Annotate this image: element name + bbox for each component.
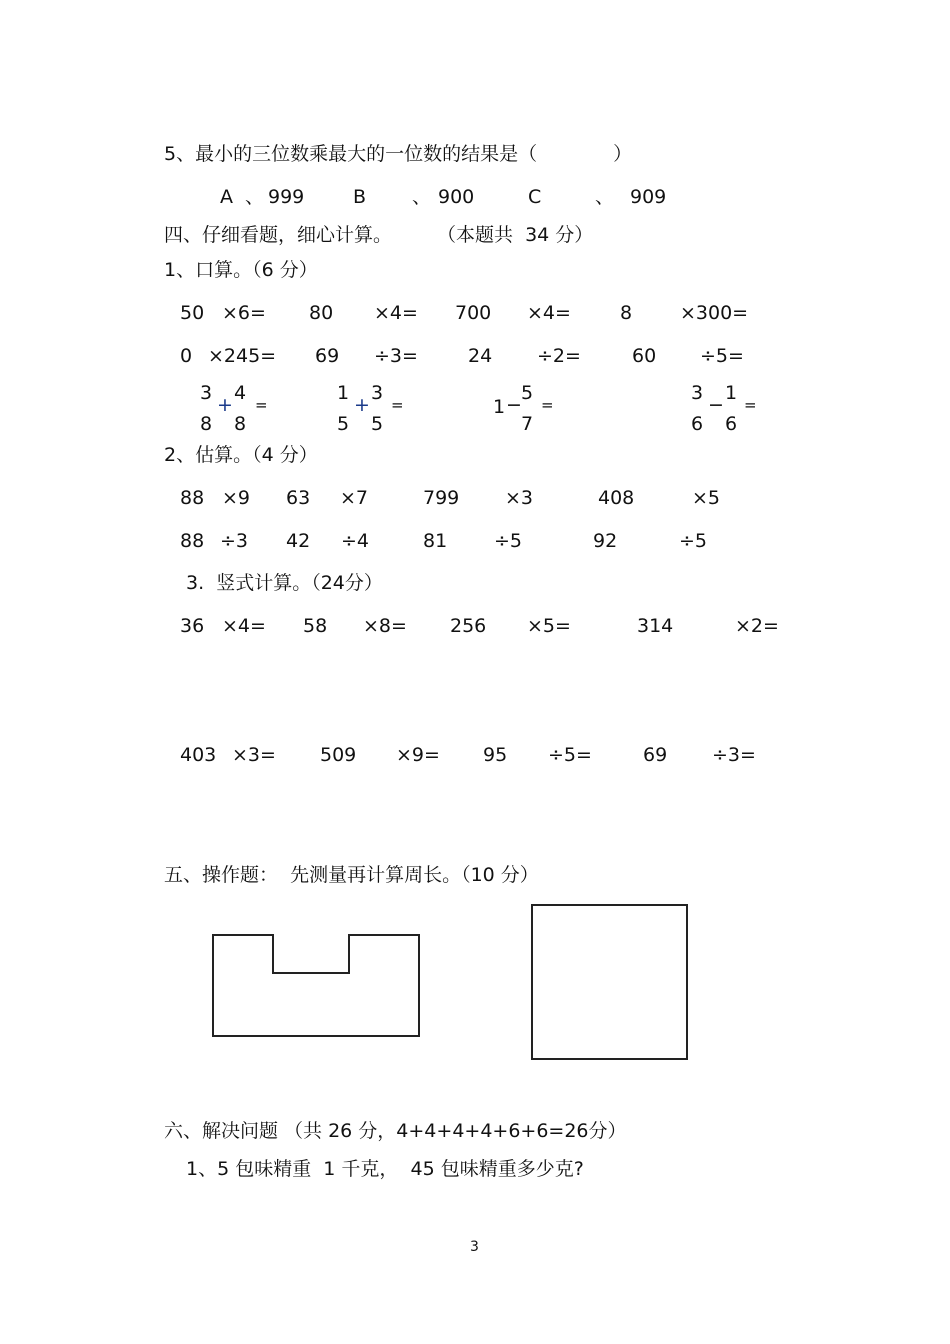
vertical-r2-operator: ×3= (232, 744, 276, 766)
oral-r1-operator: ×4= (374, 302, 418, 324)
q5-option-b-sep: 、 (412, 186, 432, 208)
fraction: 5 7 (520, 382, 534, 435)
estimate-r1-operand: 88 (180, 487, 205, 509)
equals-sign: = (744, 396, 757, 414)
section4-score: （本题共 34 分） (437, 224, 594, 246)
fraction: 1 5 (336, 382, 350, 435)
minus-sign: − (506, 394, 522, 416)
oral-r1-operand: 80 (309, 302, 334, 324)
q5-option-a-letter: A (220, 186, 233, 208)
oral-r1-operator: ×4= (527, 302, 571, 324)
whole-number: 1 (493, 396, 506, 418)
estimate-r1-operator: ×9 (222, 487, 251, 509)
minus-sign: − (708, 394, 724, 416)
fraction: 3 8 (199, 382, 213, 435)
vertical-r1-operand: 58 (303, 615, 328, 637)
oral-r2-operator: ÷3= (374, 345, 418, 367)
oral-calc-title: 1、口算。（6 分） (164, 259, 318, 281)
estimate-r2-operand: 92 (593, 530, 618, 552)
page-number: 3 (470, 1239, 479, 1255)
vertical-r1-operand: 256 (450, 615, 487, 637)
square-shape (532, 905, 687, 1059)
plus-sign: + (354, 394, 370, 416)
oral-r1-operand: 50 (180, 302, 205, 324)
oral-r2-operand: 60 (632, 345, 657, 367)
vertical-r1-operator: ×8= (363, 615, 407, 637)
vertical-r2-operand: 95 (483, 744, 508, 766)
estimate-r2-operator: ÷4 (341, 530, 370, 552)
q5-option-c-letter: C (528, 186, 542, 208)
oral-r2-operator: ÷2= (537, 345, 581, 367)
estimate-r2-operand: 88 (180, 530, 205, 552)
vertical-r2-operand: 509 (320, 744, 357, 766)
fraction: 1 6 (724, 382, 738, 435)
oral-r2-operand: 69 (315, 345, 340, 367)
oral-r2-operator: ÷5= (700, 345, 744, 367)
estimate-r1-operand: 63 (286, 487, 311, 509)
estimate-r1-operator: ×5 (692, 487, 721, 509)
equals-sign: = (391, 396, 404, 414)
section6-title: 六、解决问题 （共 26 分，4+4+4+4+6+6=26分） (164, 1120, 627, 1142)
q5-option-b-value: 900 (438, 186, 475, 208)
problem-1-text: 1、5 包味精重 1 千克， 45 包味精重多少克? (186, 1158, 584, 1180)
oral-r1-operand: 8 (620, 302, 633, 324)
estimate-r2-operator: ÷5 (494, 530, 523, 552)
estimate-r2-operand: 42 (286, 530, 311, 552)
estimate-r1-operand: 408 (598, 487, 635, 509)
vertical-r1-operator: ×4= (222, 615, 266, 637)
vertical-r2-operand: 69 (643, 744, 668, 766)
q5-question: 5、最小的三位数乘最大的一位数的结果是（ ） (164, 143, 633, 165)
vertical-r1-operator: ×2= (735, 615, 779, 637)
q5-option-b-letter: B (353, 186, 367, 208)
oral-r1-operator: ×300= (680, 302, 749, 324)
estimate-r1-operator: ×7 (340, 487, 369, 509)
fraction: 4 8 (233, 382, 247, 435)
vertical-r1-operand: 314 (637, 615, 674, 637)
vertical-calc-title: 3. 竖式计算。（24分） (186, 572, 383, 594)
section4-title: 四、仔细看题，细心计算。 (164, 224, 393, 246)
estimate-r2-operator: ÷3 (220, 530, 249, 552)
estimate-r2-operand: 81 (423, 530, 448, 552)
oral-r1-operand: 700 (455, 302, 492, 324)
vertical-r2-operator: ÷3= (712, 744, 756, 766)
vertical-r2-operator: ×9= (396, 744, 440, 766)
vertical-r1-operand: 36 (180, 615, 205, 637)
plus-sign: + (217, 394, 233, 416)
fraction: 3 5 (370, 382, 384, 435)
oral-r2-operator: ×245= (208, 345, 277, 367)
q5-option-a-sep: 、 (245, 186, 265, 208)
oral-r2-operand: 24 (468, 345, 493, 367)
q5-option-c-value: 909 (630, 186, 667, 208)
oral-r1-operator: ×6= (222, 302, 266, 324)
fraction: 3 6 (690, 382, 704, 435)
section5-title: 五、操作题： 先测量再计算周长。（10 分） (164, 864, 539, 886)
q5-option-c-sep: 、 (595, 186, 615, 208)
estimation-title: 2、估算。（4 分） (164, 444, 318, 466)
q5-option-a-value: 999 (268, 186, 305, 208)
notched-rectangle-shape (213, 935, 419, 1036)
estimate-r2-operator: ÷5 (679, 530, 708, 552)
equals-sign: = (255, 396, 268, 414)
vertical-r1-operator: ×5= (527, 615, 571, 637)
oral-r2-operand: 0 (180, 345, 193, 367)
equals-sign: = (541, 396, 554, 414)
vertical-r2-operand: 403 (180, 744, 217, 766)
estimate-r1-operator: ×3 (505, 487, 534, 509)
vertical-r2-operator: ÷5= (548, 744, 592, 766)
estimate-r1-operand: 799 (423, 487, 460, 509)
